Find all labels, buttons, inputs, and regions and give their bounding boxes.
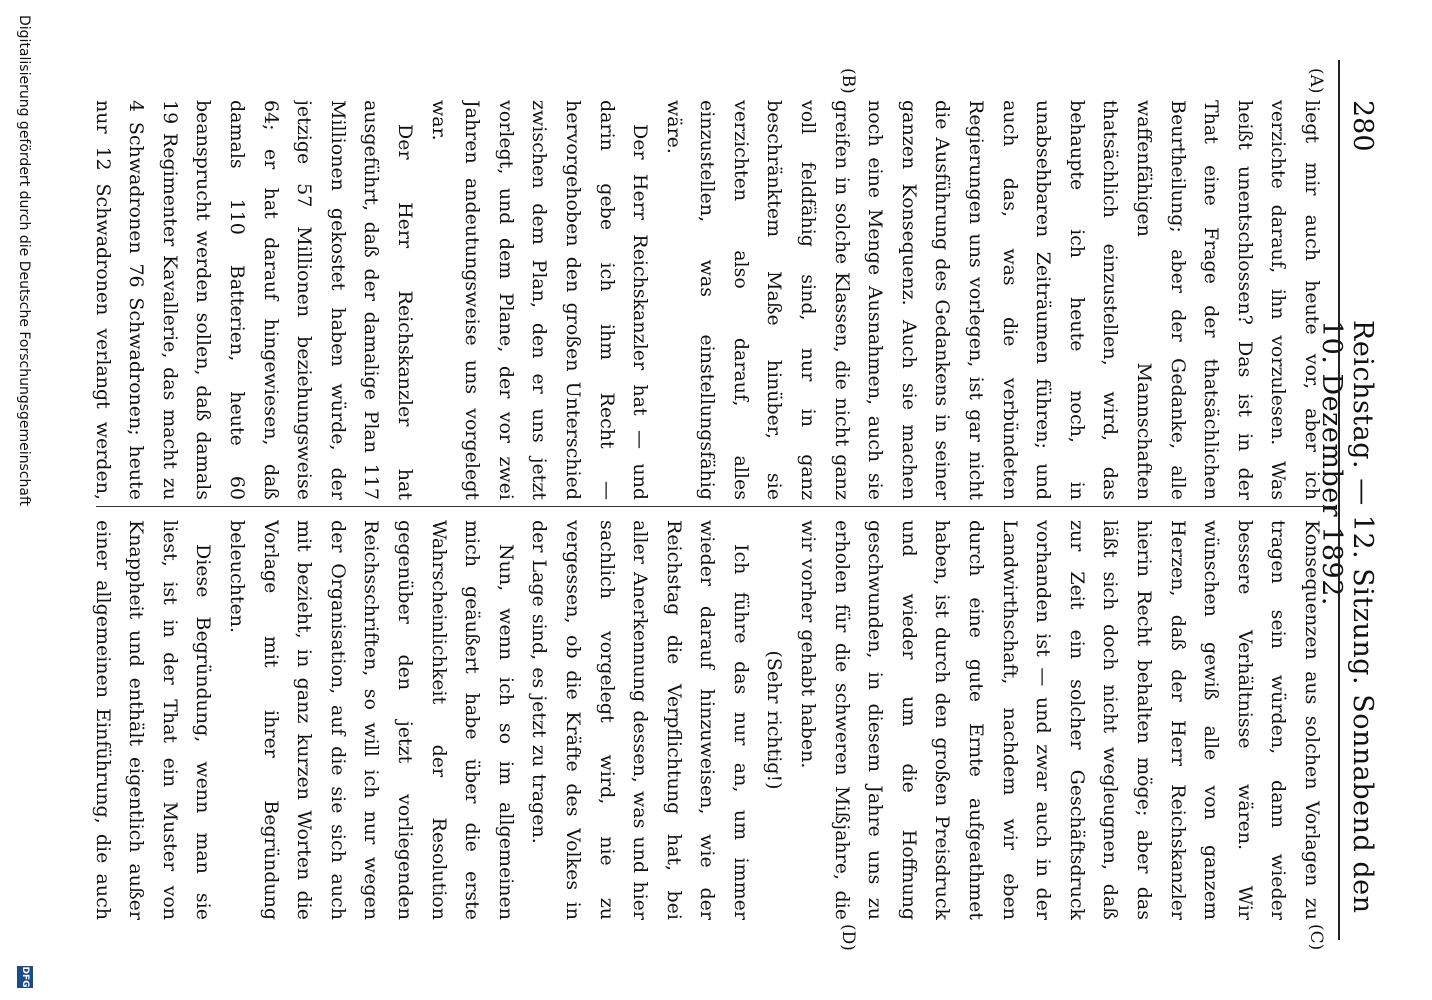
column-divider: [96, 506, 1336, 507]
margin-mark-b: (B): [838, 68, 858, 94]
left-column: [88, 100, 1328, 500]
running-title: Reichstag. — 12. Sitzung. Sonnabend den 10. Dezember 1892.: [1316, 320, 1378, 914]
dfg-logo: DFG: [17, 966, 33, 988]
margin-mark-d: (D): [838, 924, 858, 951]
paragraph: Diese Begründung, wenn man sie liest, ist in der That ein Muster von Knappheit und enthält eigentlich außer einer allgemeinen Einführung, die auch: [91, 520, 215, 920]
page-number: 280: [1347, 100, 1378, 152]
paragraph: Der Herr Reichskanzler hat ausgeführt, daß der damalige Plan 117 Millionen gekostet haben würde, der jetzige 57 Millionen beziehungsweise 64; er hat darauf hingewiesen, daß damals 110 Batterien, heute 60 beansprucht werden sollen, daß damals 19 Regimenter Kavallerie, das macht zu 4 Schwadronen 76 Schwadronen; heute nur 12 Schwadronen verlangt werden,: [91, 100, 416, 500]
paragraph: Der Herr Reichskanzler hat — und darin gebe ich ihm Recht — hervorgehoben den großen Unterschied zwischen dem Plan, den er uns jetzt vorlegt, und dem Plane, der vor zwei Jahren andeutungsweise uns vorgelegt war.: [427, 100, 652, 500]
page-header: [1316, 60, 1378, 940]
paragraph: Nun, wenn ich so im allgemeinen mich geäußert habe über die erste Wahrscheinlichkeit der Resolution gegenüber den jetzt vorliegenden Reichsschriften, so will ich nur wegen der Organisation, auf die sie sich auch mit bezieht, in ganz kurzen Worten die Vorlage mit ihrer Begründung beleuchten.: [226, 520, 517, 920]
funding-note: Digitalisierung gefördert durch die Deutsche Forschungsgemeinschaft: [16, 15, 32, 507]
interjection: (Sehr richtig!): [763, 650, 786, 790]
margin-mark-a: (A): [1306, 68, 1326, 94]
margin-mark-c: (C): [1306, 924, 1326, 951]
digitization-footer: [11, 0, 37, 1000]
right-column: [88, 520, 1328, 920]
paragraph: liegt mir auch heute vor, aber ich verzichte darauf, ihn vorzulesen. Was heißt unentschlossen? Das ist in der That eine Frage der thatsächlichen Beurtheilung; aber der Gedanke, alle waffenfähigen Mannschaften thatsächlich einzustellen, wird, das behaupte ich heute noch, in unabsehbaren Zeiträumen führen; und auch das, was die verbündeten Regierungen uns vorlegen, ist gar nicht die Ausführung des Gedankens in seiner ganzen Konsequenz. Auch sie machen noch eine Menge Ausnahmen, auch sie greifen in solche Klassen, die nicht ganz voll feldfähig sind, nur in ganz beschränktem Maße hinüber, sie verzichten also darauf, alles einzustellen, was einstellungsfähig wäre.: [662, 100, 1323, 500]
paragraph: Konsequenzen aus solchen Vorlagen zu tragen sein würden, dann wieder bessere Verhältnisse wären. Wir wünschen gewiß alle von ganzem Herzen, daß der Herr Reichskanzler hierin Recht behalten möge; aber das läßt sich doch nicht wegleugnen, daß zur Zeit ein solcher Geschäftsdruck vorhanden ist — und zwar auch in der Landwirthschaft, nachdem wir eben durch eine gute Ernte aufgeathmet haben, ist durch den großen Preisdruck und wieder um die Hoffnung geschwunden, in diesem Jahre uns zu erholen für die schweren Mißjahre, die wir vorher gehabt haben.: [797, 520, 1323, 920]
header-rule: [1338, 60, 1340, 940]
paragraph: Ich führe das nur an, um immer wieder darauf hinzuweisen, wie der Reichstag die Verpflichtung hat, bei aller Anerkennung dessen, was und hier sachlich vorgelegt wird, nie zu vergessen, ob die Kräfte des Volkes in der Lage sind, es jetzt zu tragen.: [528, 520, 752, 920]
